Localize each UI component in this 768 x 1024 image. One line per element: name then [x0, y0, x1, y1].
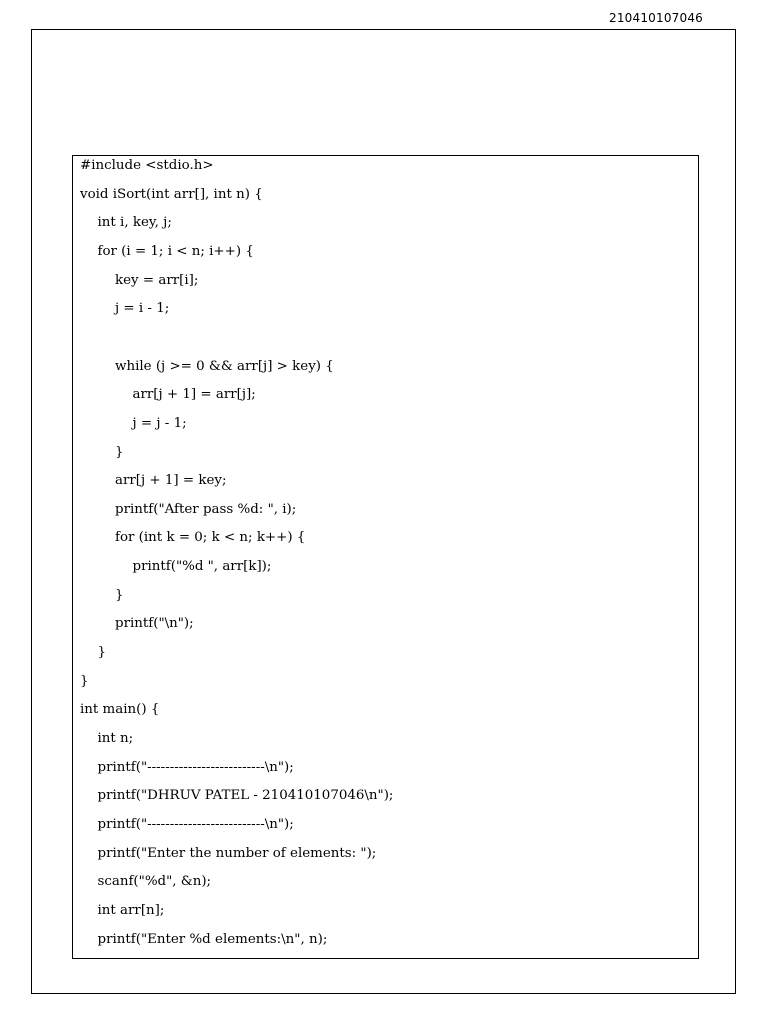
code-line: printf("--------------------------\n"); — [97, 816, 294, 832]
code-line: int arr[n]; — [97, 902, 165, 918]
code-line: printf("\n"); — [115, 616, 194, 632]
code-line: int n; — [97, 731, 134, 746]
code-line: printf("Enter %d elements:\n", n); — [97, 931, 328, 947]
code-line: printf("After pass %d: ", i); — [115, 501, 297, 517]
code-line: void iSort(int arr[], int n) { — [80, 186, 263, 202]
code-line: printf("--------------------------\n"); — [97, 759, 294, 775]
code-line: } — [115, 587, 124, 603]
code-line: } — [97, 645, 107, 661]
code-line: for (int k = 0; k < n; k++) { — [115, 530, 306, 546]
code-line: for (i = 1; i < n; i++) { — [97, 243, 254, 259]
page-header-id: 210410107046 — [609, 11, 704, 25]
code-line: arr[j + 1] = key; — [115, 473, 227, 489]
code-line: } — [115, 444, 124, 460]
code-line: while (j >= 0 && arr[j] > key) { — [115, 358, 334, 374]
code-line: arr[j + 1] = arr[j]; — [132, 387, 256, 403]
code-line: j = i - 1; — [115, 301, 170, 317]
code-box — [72, 155, 699, 959]
code-line: } — [80, 673, 89, 689]
code-line: printf("%d ", arr[k]); — [132, 559, 272, 575]
code-line: key = arr[i]; — [115, 272, 199, 288]
code-line: int main() { — [80, 702, 160, 718]
code-line: #include <stdio.h> — [80, 158, 214, 173]
code-line: printf("DHRUV PATEL - 210410107046\n"); — [97, 788, 394, 804]
code-line: scanf("%d", &n); — [97, 874, 212, 890]
code-line: int i, key, j; — [97, 215, 172, 231]
code-line: j = j - 1; — [132, 415, 187, 431]
code-line: printf("Enter the number of elements: "); — [97, 845, 377, 861]
